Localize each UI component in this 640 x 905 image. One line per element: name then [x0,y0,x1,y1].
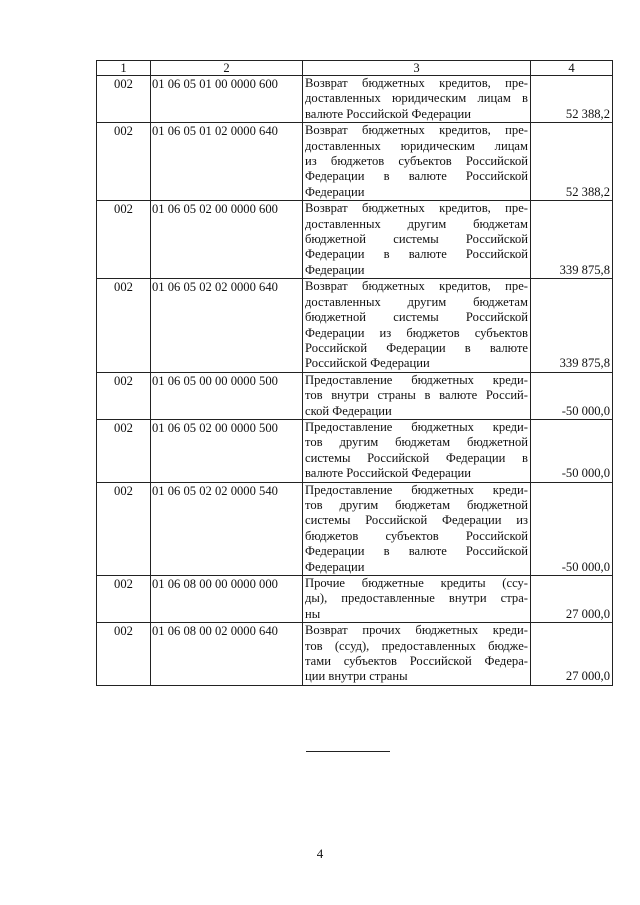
amount-cell: -50 000,0 [531,482,613,575]
table-row [97,201,613,279]
description-line: бюджетной системы Российской [305,232,528,247]
description-cell [303,279,531,372]
description-cell [303,372,531,419]
column-header-4: 4 [531,61,613,76]
row-number-cell: 002 [97,123,151,201]
amount-cell: 339 875,8 [531,279,613,372]
description-line: Федерации [305,184,365,199]
description-line: Возврат прочих бюджетных креди- [305,623,528,638]
table-row [97,123,613,201]
amount-cell: 52 388,2 [531,76,613,123]
description-line: Федерации [305,262,365,277]
description-line: Возврат бюджетных кредитов, пре- [305,279,528,294]
budget-code-cell: 01 06 08 00 02 0000 640 [151,623,303,686]
description-line: ны [305,606,321,621]
description-line: Федерации в валюте Российской [305,169,528,184]
description-line: бюджетов субъектов Российской [305,528,528,543]
page-number: 4 [316,846,324,861]
table-row [97,482,613,575]
description-line: доставленных юридическим лицам в [305,91,528,106]
amount-cell: -50 000,0 [531,419,613,482]
description-line: тов внутри страны в валюте Россий- [305,388,528,403]
description-line: из бюджетов субъектов Российской [305,154,528,169]
description-cell [303,623,531,686]
description-line: ды), предоставленные внутри стра- [305,591,528,606]
amount-cell: 27 000,0 [531,623,613,686]
description-line: Возврат бюджетных кредитов, пре- [305,123,528,138]
table-row [97,372,613,419]
budget-code-cell: 01 06 05 02 02 0000 640 [151,279,303,372]
budget-sources-table [96,60,613,686]
table-row [97,576,613,623]
description-line: тов другим бюджетам бюджетной [305,435,528,450]
table-row [97,279,613,372]
row-number-cell: 002 [97,279,151,372]
budget-code-cell: 01 06 05 01 02 0000 640 [151,123,303,201]
row-number-cell: 002 [97,76,151,123]
description-cell [303,482,531,575]
row-number-cell: 002 [97,482,151,575]
table-row [97,76,613,123]
description-cell [303,419,531,482]
footnote-rule [306,751,390,752]
amount-cell: 52 388,2 [531,123,613,201]
budget-code-cell: 01 06 05 02 00 0000 600 [151,201,303,279]
description-line: Федерации [305,559,365,574]
description-line: тов другим бюджетам бюджетной [305,497,528,512]
description-line: Предоставление бюджетных креди- [305,419,528,434]
budget-code-cell: 01 06 08 00 00 0000 000 [151,576,303,623]
description-line: Прочие бюджетные кредиты (ссу- [305,576,528,590]
description-line: Российской Федерации в валюте [305,340,528,355]
row-number-cell: 002 [97,372,151,419]
row-number-cell: 002 [97,419,151,482]
description-line: Предоставление бюджетных креди- [305,372,528,387]
description-cell [303,201,531,279]
description-line: валюте Российской Федерации [305,106,471,121]
description-line: доставленных юридическим лицам [305,138,528,153]
description-line: Федерации из бюджетов субъектов [305,325,528,340]
description-line: ции внутри страны [305,669,408,684]
amount-cell: 27 000,0 [531,576,613,623]
column-header-3: 3 [303,61,531,76]
description-cell [303,123,531,201]
budget-code-cell: 01 06 05 00 00 0000 500 [151,372,303,419]
description-cell [303,76,531,123]
description-line: бюджетной системы Российской [305,310,528,325]
table-row [97,623,613,686]
row-number-cell: 002 [97,576,151,623]
table-header-row [97,61,613,76]
description-line: доставленных другим бюджетам [305,216,528,231]
row-number-cell: 002 [97,623,151,686]
budget-code-cell: 01 06 05 01 00 0000 600 [151,76,303,123]
description-line: тов (ссуд), предоставленных бюдже- [305,638,528,653]
description-line: тами субъектов Российской Федера- [305,654,528,669]
description-line: системы Российской Федерации из [305,513,528,528]
description-line: доставленных другим бюджетам [305,294,528,309]
description-line: Возврат бюджетных кредитов, пре- [305,201,528,216]
amount-cell: -50 000,0 [531,372,613,419]
description-cell [303,576,531,623]
column-header-1: 1 [97,61,151,76]
description-line: валюте Российской Федерации [305,466,471,481]
table-row [97,419,613,482]
description-line: Предоставление бюджетных креди- [305,482,528,497]
description-line: ской Федерации [305,403,392,418]
budget-code-cell: 01 06 05 02 00 0000 500 [151,419,303,482]
description-line: Российской Федерации [305,356,430,371]
column-header-2: 2 [151,61,303,76]
description-line: Возврат бюджетных кредитов, пре- [305,76,528,90]
description-line: Федерации в валюте Российской [305,247,528,262]
row-number-cell: 002 [97,201,151,279]
description-line: Федерации в валюте Российской [305,544,528,559]
budget-code-cell: 01 06 05 02 02 0000 540 [151,482,303,575]
table-body [97,76,613,686]
amount-cell: 339 875,8 [531,201,613,279]
description-line: системы Российской Федерации в [305,450,528,465]
